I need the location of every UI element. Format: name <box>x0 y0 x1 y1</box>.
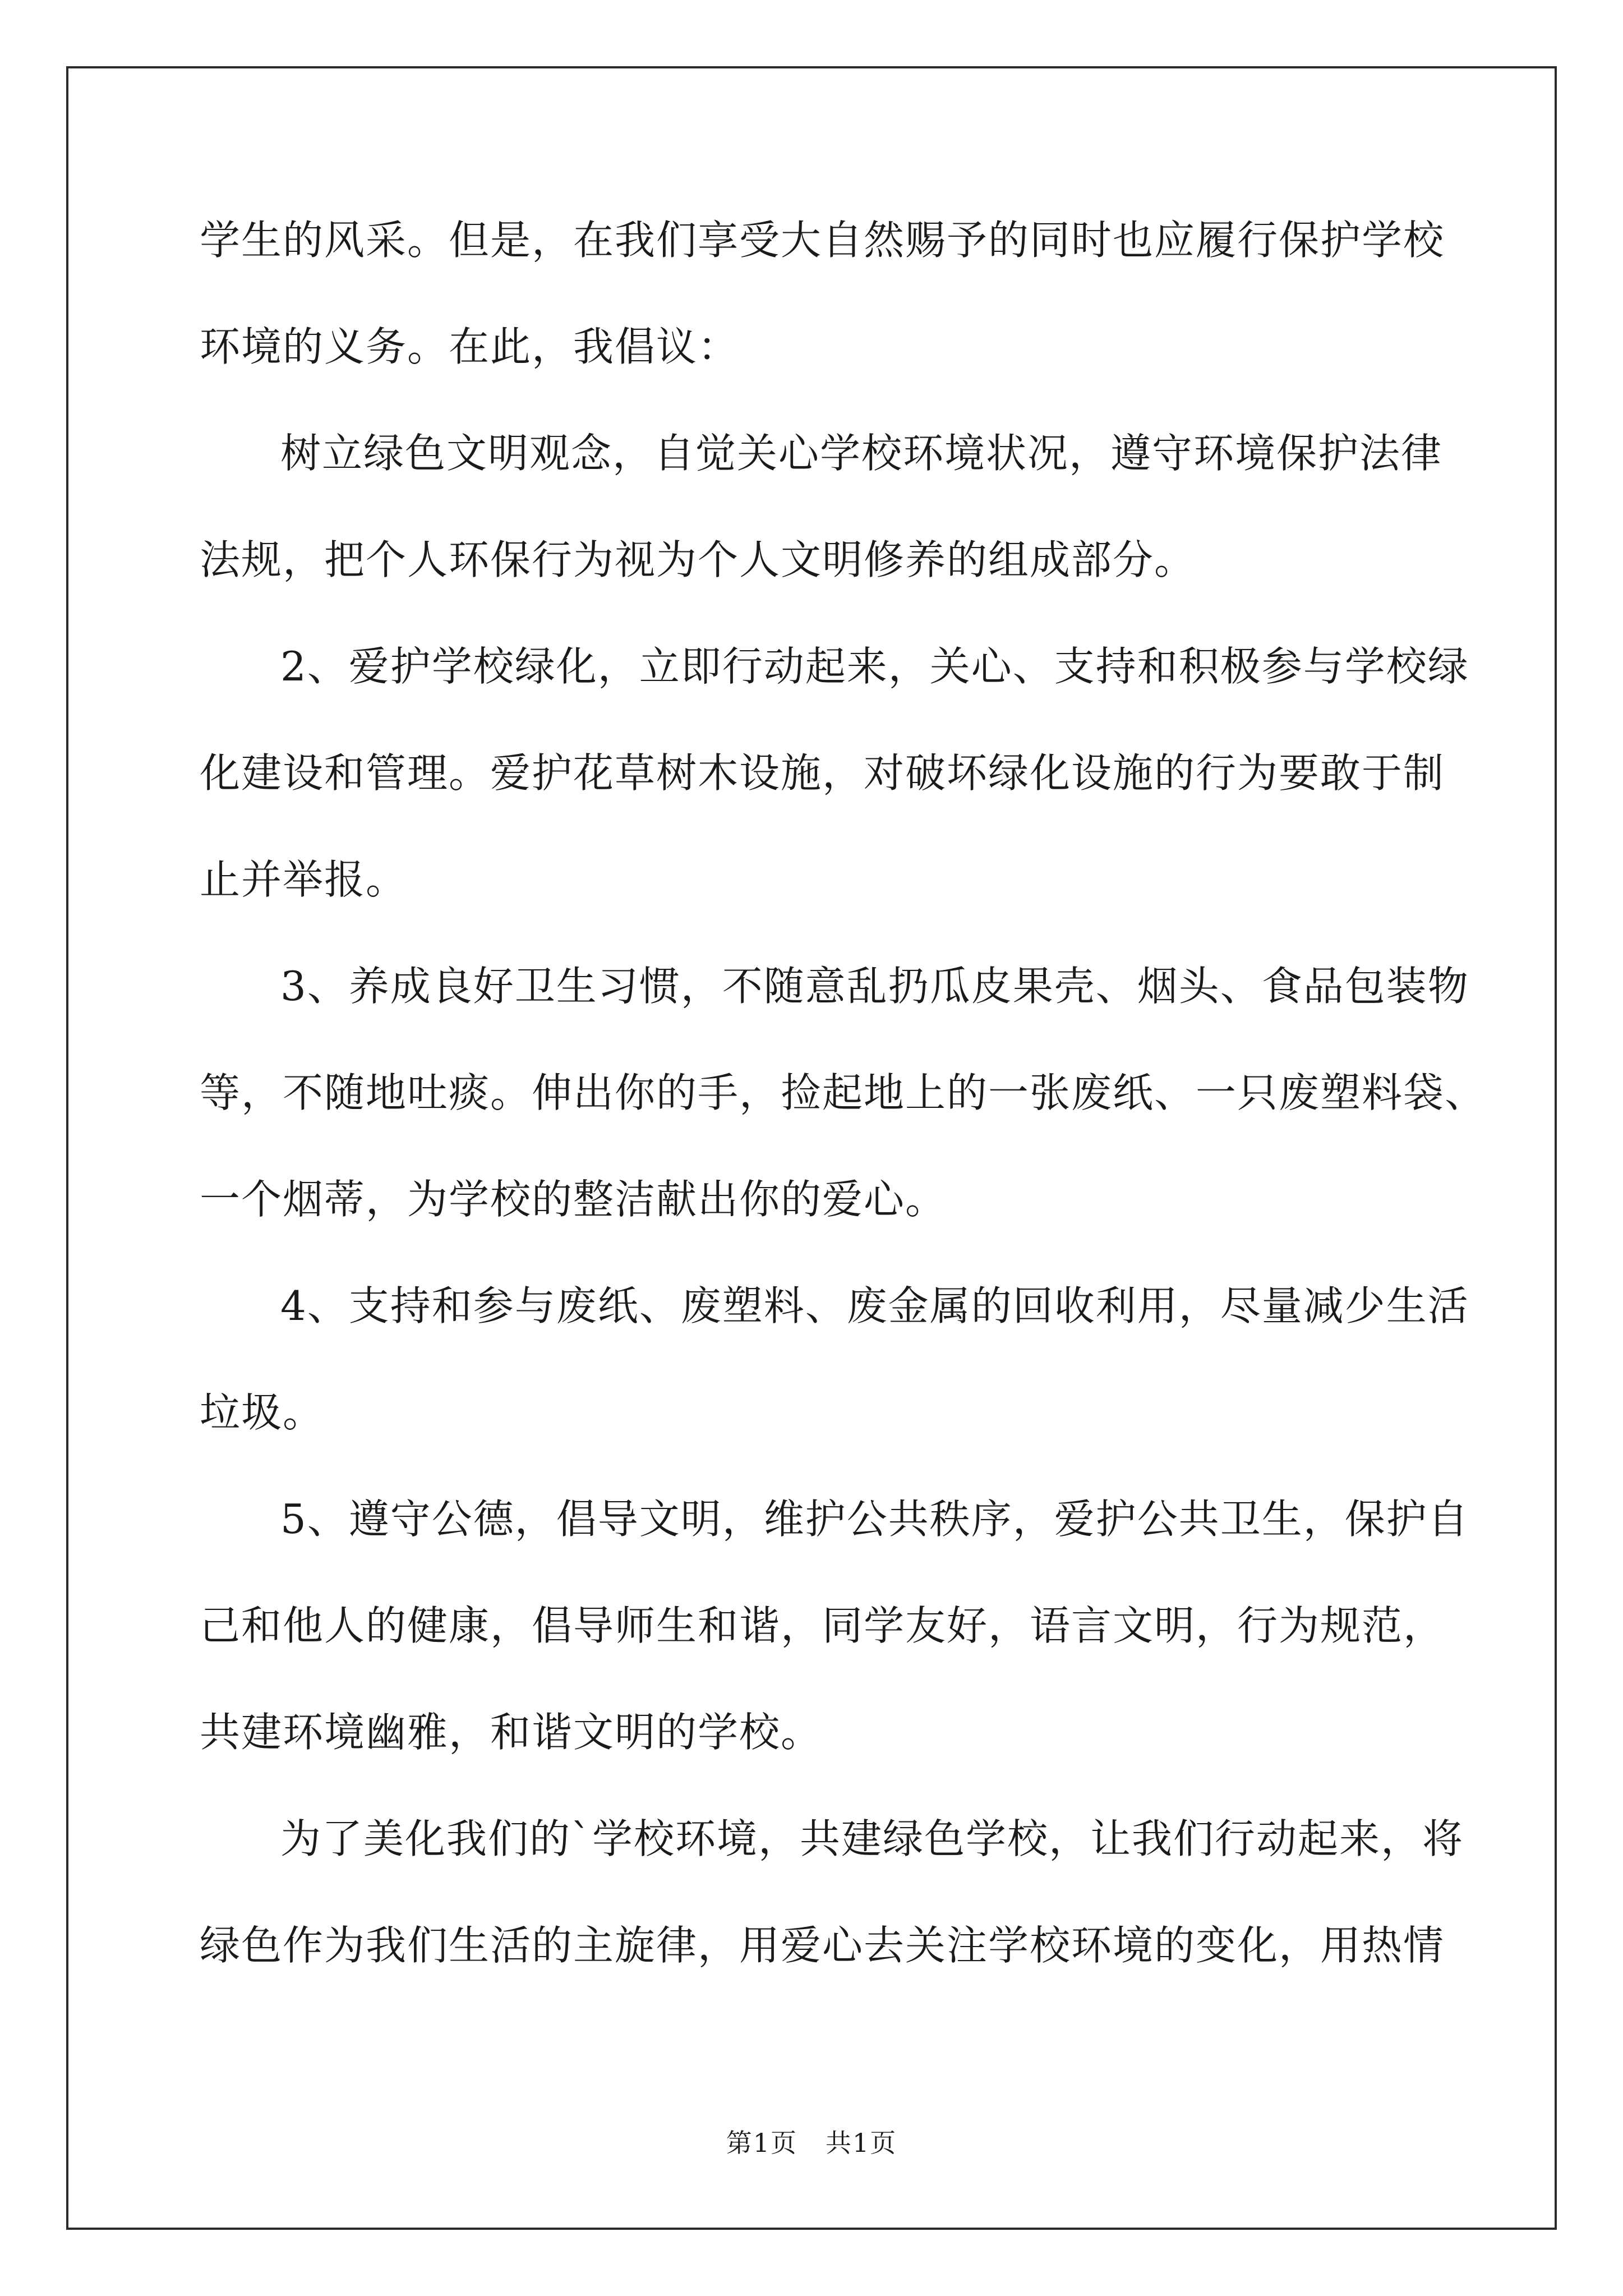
text-line: 垃圾。 <box>200 1389 325 1436</box>
paragraph-start: 树立绿色文明观念，自觉关心学校环境状况，遵守环境保护法律 <box>280 430 1443 477</box>
page-number: 第1页 <box>726 2128 797 2158</box>
page-count: 共1页 <box>826 2128 897 2158</box>
text-line: 法规，把个人环保行为视为个人文明修养的组成部分。 <box>200 536 1196 583</box>
paragraph-start: 3、养成良好卫生习惯，不随意乱扔瓜皮果壳、烟头、食品包装物 <box>280 963 1469 1010</box>
paragraph-start: 为了美化我们的`学校环境，共建绿色学校，让我们行动起来，将 <box>280 1815 1464 1862</box>
text-line: 止并举报。 <box>200 856 408 903</box>
text-line: 共建环境幽雅，和谐文明的学校。 <box>200 1709 823 1756</box>
text-line: 己和他人的健康，倡导师生和谐，同学友好，语言文明，行为规范， <box>200 1602 1445 1649</box>
page-footer <box>0 2126 1623 2160</box>
document-body <box>200 213 1487 2025</box>
paragraph-start: 2、爱护学校绿化，立即行动起来，关心、支持和积极参与学校绿 <box>280 643 1469 690</box>
text-line: 绿色作为我们生活的主旋律，用爱心去关注学校环境的变化，用热情 <box>200 1922 1445 1969</box>
text-line: 化建设和管理。爱护花草树木设施，对破坏绿化设施的行为要敢于制 <box>200 749 1445 797</box>
paragraph-start: 4、支持和参与废纸、废塑料、废金属的回收利用，尽量减少生活 <box>280 1282 1469 1329</box>
text-line: 学生的风采。但是，在我们享受大自然赐予的同时也应履行保护学校 <box>200 217 1445 264</box>
paragraph-start: 5、遵守公德，倡导文明，维护公共秩序，爱护公共卫生，保护自 <box>280 1496 1469 1543</box>
text-line: 一个烟蒂，为学校的整洁献出你的爱心。 <box>200 1176 947 1223</box>
text-line: 等，不随地吐痰。伸出你的手，捡起地上的一张废纸、一只废塑料袋、 <box>200 1069 1487 1116</box>
text-line: 环境的义务。在此，我倡议： <box>200 323 740 370</box>
